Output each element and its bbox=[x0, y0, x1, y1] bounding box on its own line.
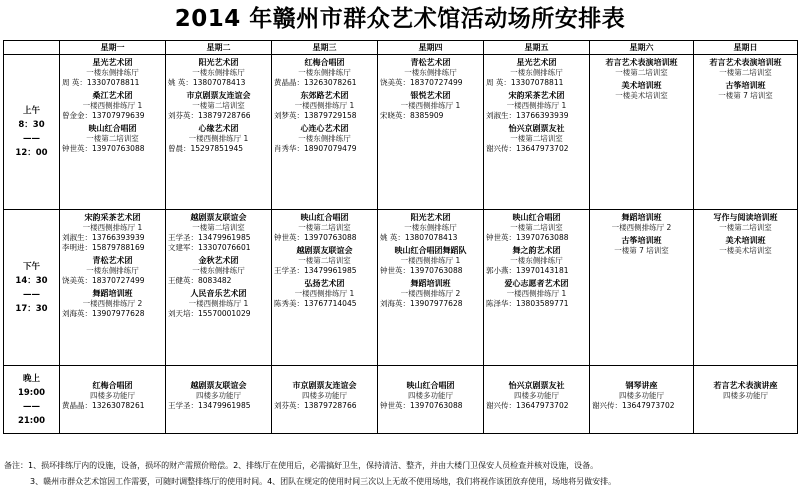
venue-location: 一楼西侧排练厅 1 bbox=[400, 101, 461, 110]
contact-info: 李明进：15879788169 bbox=[62, 243, 145, 252]
group-entry bbox=[168, 212, 269, 253]
contact-info: 王健英：8083482 bbox=[168, 276, 232, 285]
group-entry bbox=[62, 57, 163, 88]
group-entry bbox=[62, 90, 163, 121]
schedule-cell bbox=[484, 55, 590, 210]
schedule-cell bbox=[60, 210, 166, 366]
group-name: 映山红合唱团舞蹈队 bbox=[394, 246, 467, 255]
group-entry bbox=[274, 212, 375, 243]
day-header: 星期日 bbox=[694, 41, 798, 55]
group-name: 桑江艺术团 bbox=[92, 91, 133, 100]
group-name: 弘扬艺术团 bbox=[304, 279, 345, 288]
contact-info: 王学圣：13479961985 bbox=[168, 233, 251, 242]
day-header: 星期五 bbox=[484, 41, 590, 55]
venue-location: 一楼东侧排练厅 bbox=[86, 68, 139, 77]
group-entry bbox=[486, 123, 587, 154]
contact-info: 姚 英：13807078413 bbox=[168, 78, 246, 87]
period-row bbox=[4, 210, 798, 366]
group-name: 红梅合唱团 bbox=[92, 381, 133, 390]
venue-location: 一楼东侧排练厅 bbox=[510, 256, 563, 265]
group-name: 市京剧票友连谊会 bbox=[186, 91, 251, 100]
contact-info: 钟世英：13970763088 bbox=[274, 233, 357, 242]
time-line: 17：30 bbox=[15, 303, 48, 314]
contact-info: 王学圣：13479961985 bbox=[168, 401, 251, 410]
contact-info: 谢兴传：13647973702 bbox=[486, 144, 569, 153]
group-entry bbox=[380, 380, 481, 411]
group-name: 写作与阅读培训班 bbox=[713, 213, 778, 222]
group-entry bbox=[274, 245, 375, 276]
day-header: 星期四 bbox=[378, 41, 484, 55]
time-line: 下午 bbox=[22, 261, 40, 272]
group-entry bbox=[274, 90, 375, 121]
venue-location: 一楼东侧排练厅 bbox=[298, 134, 351, 143]
venue-location: 一楼西侧排练厅 1 bbox=[506, 289, 567, 298]
day-header: 星期二 bbox=[166, 41, 272, 55]
group-name: 星光艺术团 bbox=[516, 58, 557, 67]
group-entry bbox=[380, 245, 481, 276]
schedule-cell bbox=[60, 55, 166, 210]
contact-info: 肖秀华：18907079479 bbox=[274, 144, 357, 153]
contact-info: 刘天培：15570001029 bbox=[168, 309, 251, 318]
group-entry bbox=[168, 90, 269, 121]
group-name: 青松艺术团 bbox=[92, 256, 133, 265]
group-entry bbox=[274, 278, 375, 309]
group-entry bbox=[592, 380, 691, 411]
group-entry bbox=[274, 57, 375, 88]
time-line: 8：30 bbox=[18, 120, 45, 130]
group-name: 若言艺术表演培训班 bbox=[605, 58, 678, 67]
group-entry bbox=[696, 380, 795, 401]
contact-info: 刘芬英：13879728766 bbox=[274, 401, 357, 410]
venue-location: 一楼第二培训室 bbox=[510, 223, 563, 232]
venue-location: 一楼西侧排练厅 1 bbox=[82, 101, 143, 110]
group-name: 金秋艺术团 bbox=[198, 256, 239, 265]
group-entry bbox=[486, 90, 587, 121]
contact-info: 周 英：13307078811 bbox=[486, 78, 564, 87]
group-entry bbox=[592, 235, 691, 256]
group-name: 东郊路艺术团 bbox=[300, 91, 349, 100]
venue-location: 一楼西侧排练厅 2 bbox=[400, 289, 461, 298]
group-entry bbox=[486, 245, 587, 276]
contact-info: 陈秀美：13767714045 bbox=[274, 299, 357, 308]
time-cell bbox=[4, 210, 60, 366]
schedule-cell bbox=[590, 366, 694, 434]
group-name: 宋韵采茶艺术团 bbox=[84, 213, 141, 222]
group-entry bbox=[168, 288, 269, 319]
group-name: 青松艺术团 bbox=[410, 58, 451, 67]
venue-location: 一楼第二培训室 bbox=[192, 223, 245, 232]
schedule-cell bbox=[378, 366, 484, 434]
group-entry bbox=[380, 57, 481, 88]
group-entry bbox=[62, 212, 163, 253]
group-name: 古筝培训班 bbox=[725, 81, 766, 90]
group-name: 若言艺术表演培训班 bbox=[709, 58, 782, 67]
venue-location: 一楼西侧排练厅 2 bbox=[82, 299, 143, 308]
time-cell bbox=[4, 55, 60, 210]
contact-info: 陈泽华：13803589771 bbox=[486, 299, 569, 308]
contact-info: 钟世英：13970763088 bbox=[380, 266, 463, 275]
venue-location: 一楼东侧排练厅 bbox=[192, 266, 245, 275]
venue-location: 一楼东侧排练厅 bbox=[404, 223, 457, 232]
group-name: 舞之韵艺术团 bbox=[512, 246, 561, 255]
venue-location: 一楼第 7 培训室 bbox=[718, 91, 773, 100]
note-line-1: 备注：1、损坏排练厅内的设施，设备，损坏的财产需照价赔偿。2、排练厅在使用后，必需搞好卫生，保持清洁、整齐，并由大楼门卫保安人员检查并核对设施，设备。 bbox=[4, 461, 599, 470]
time-line: —— bbox=[23, 289, 40, 300]
venue-location: 一楼第 7 培训室 bbox=[614, 246, 669, 255]
venue-location: 一楼东侧排练厅 bbox=[298, 68, 351, 77]
group-entry bbox=[592, 80, 691, 101]
contact-info: 姚 英：13807078413 bbox=[380, 233, 458, 242]
group-name: 人民音乐艺术团 bbox=[190, 289, 247, 298]
venue-location: 一楼西侧排练厅 1 bbox=[506, 101, 567, 110]
contact-info: 文建军：13307076601 bbox=[168, 243, 251, 252]
contact-info: 钟世英：13970763088 bbox=[62, 144, 145, 153]
contact-info: 钟世英：13970763088 bbox=[486, 233, 569, 242]
venue-location: 一楼第二培训室 bbox=[192, 101, 245, 110]
contact-info: 谢兴传：13647973702 bbox=[592, 401, 675, 410]
group-name: 银悦艺术团 bbox=[410, 91, 451, 100]
group-entry bbox=[592, 212, 691, 233]
note-line-2: 3、赣州市群众艺术馆因工作需要，可随时调整排练厅的使用时间。4、团队在规定的使用时间三次以上无故不使用场地，我们将视作该团放弃使用，场地将另做安排。 bbox=[30, 477, 617, 486]
time-line: —— bbox=[23, 401, 40, 412]
venue-location: 一楼东侧排练厅 bbox=[86, 266, 139, 275]
group-entry bbox=[274, 123, 375, 154]
venue-location: 一楼东侧排练厅 bbox=[404, 68, 457, 77]
contact-info: 刘芬英：13879728766 bbox=[168, 111, 251, 120]
venue-location: 一楼西侧排练厅 1 bbox=[82, 223, 143, 232]
schedule-cell bbox=[272, 366, 378, 434]
schedule-cell bbox=[378, 210, 484, 366]
period-row bbox=[4, 55, 798, 210]
schedule-cell bbox=[60, 366, 166, 434]
schedule-cell bbox=[272, 55, 378, 210]
contact-info: 郭小燕：13970143181 bbox=[486, 266, 569, 275]
group-name: 舞蹈培训班 bbox=[621, 213, 662, 222]
group-name: 古筝培训班 bbox=[621, 236, 662, 245]
schedule-cell bbox=[166, 55, 272, 210]
group-name: 红梅合唱团 bbox=[304, 58, 345, 67]
venue-location: 一楼西侧排练厅 1 bbox=[400, 256, 461, 265]
venue-location: 一楼第二培训室 bbox=[298, 256, 351, 265]
schedule-cell bbox=[166, 366, 272, 434]
contact-info: 王学圣：13479961985 bbox=[274, 266, 357, 275]
group-entry bbox=[168, 380, 269, 411]
group-name: 心缘艺术团 bbox=[198, 124, 239, 133]
contact-info: 刘海英：13907977628 bbox=[380, 299, 463, 308]
group-entry bbox=[486, 380, 587, 411]
group-name: 越剧票友联谊会 bbox=[296, 246, 353, 255]
page-title: 2014 年赣州市群众艺术馆活动场所安排表 bbox=[174, 6, 626, 32]
group-name: 越剧票友联谊会 bbox=[190, 381, 247, 390]
venue-location: 一楼西侧排练厅 2 bbox=[611, 223, 672, 232]
group-name: 怡兴京剧票友社 bbox=[508, 124, 565, 133]
contact-info: 饶美英：18370727499 bbox=[62, 276, 145, 285]
venue-location: 一楼第二培训室 bbox=[719, 68, 772, 77]
group-name: 舞蹈培训班 bbox=[92, 289, 133, 298]
group-name: 映山红合唱团 bbox=[406, 381, 455, 390]
group-entry bbox=[380, 212, 481, 243]
venue-location: 一楼美术培训室 bbox=[615, 91, 668, 100]
header-row bbox=[4, 41, 798, 55]
group-name: 钢琴讲座 bbox=[625, 381, 658, 390]
corner-cell bbox=[4, 41, 60, 55]
group-entry bbox=[696, 57, 795, 78]
schedule-cell bbox=[694, 55, 798, 210]
contact-info: 曾晨：15297851945 bbox=[168, 144, 243, 153]
venue-location: 一楼第二培训室 bbox=[615, 68, 668, 77]
time-line: 14：30 bbox=[15, 275, 48, 286]
venue-location: 一楼第二培训室 bbox=[86, 134, 139, 143]
venue-location: 一楼第二培训室 bbox=[510, 134, 563, 143]
group-name: 爱心志愿者艺术团 bbox=[504, 279, 569, 288]
group-entry bbox=[486, 57, 587, 88]
group-entry bbox=[696, 80, 795, 101]
venue-location: 一楼美术培训室 bbox=[719, 246, 772, 255]
venue-location: 一楼东侧排练厅 bbox=[510, 68, 563, 77]
contact-info: 周 英：13307078811 bbox=[62, 78, 140, 87]
group-entry bbox=[168, 255, 269, 286]
venue-location: 一楼西侧排练厅 1 bbox=[294, 101, 355, 110]
group-name: 若言艺术表演讲座 bbox=[713, 381, 778, 390]
contact-info: 钟世英：13970763088 bbox=[380, 401, 463, 410]
time-line: 12：00 bbox=[15, 148, 48, 158]
schedule-cell bbox=[484, 366, 590, 434]
contact-info: 刘梦英：13879729158 bbox=[274, 111, 357, 120]
time-cell bbox=[4, 366, 60, 434]
day-header: 星期一 bbox=[60, 41, 166, 55]
group-name: 映山红合唱团 bbox=[512, 213, 561, 222]
time-line: 上午 bbox=[22, 106, 40, 116]
group-name: 星光艺术团 bbox=[92, 58, 133, 67]
schedule-cell bbox=[590, 55, 694, 210]
group-entry bbox=[62, 380, 163, 411]
group-entry bbox=[486, 212, 587, 243]
group-entry bbox=[62, 255, 163, 286]
group-name: 市京剧票友连谊会 bbox=[292, 381, 357, 390]
time-line: 19:00 bbox=[17, 387, 46, 398]
time-line: 21:00 bbox=[17, 415, 46, 426]
venue-location: 一楼西侧排练厅 1 bbox=[294, 289, 355, 298]
schedule-cell bbox=[694, 210, 798, 366]
time-line: 晚上 bbox=[22, 373, 40, 384]
schedule-cell bbox=[378, 55, 484, 210]
group-entry bbox=[62, 288, 163, 319]
group-entry bbox=[696, 235, 795, 256]
group-name: 美术培训班 bbox=[621, 81, 662, 90]
time-line: —— bbox=[23, 134, 40, 144]
contact-info: 黄晶晶：13263078261 bbox=[62, 401, 145, 410]
schedule-cell bbox=[272, 210, 378, 366]
period-row bbox=[4, 366, 798, 434]
group-entry bbox=[380, 90, 481, 121]
contact-info: 黄晶晶：13263078261 bbox=[274, 78, 357, 87]
group-name: 宋韵采茶艺术团 bbox=[508, 91, 565, 100]
schedule-cell bbox=[590, 210, 694, 366]
venue-location: 四楼多功能厅 bbox=[302, 391, 347, 400]
group-name: 美术培训班 bbox=[725, 236, 766, 245]
group-entry bbox=[62, 123, 163, 154]
notes bbox=[4, 458, 798, 490]
group-entry bbox=[380, 278, 481, 309]
contact-info: 曾金金：13707979639 bbox=[62, 111, 145, 120]
day-header: 星期三 bbox=[272, 41, 378, 55]
venue-location: 一楼东侧排练厅 bbox=[192, 68, 245, 77]
group-entry bbox=[486, 278, 587, 309]
venue-location: 一楼西侧排练厅 1 bbox=[188, 299, 249, 308]
group-name: 舞蹈培训班 bbox=[410, 279, 451, 288]
contact-info: 刘海英：13907977628 bbox=[62, 309, 145, 318]
venue-location: 四楼多功能厅 bbox=[90, 391, 135, 400]
schedule-cell bbox=[484, 210, 590, 366]
venue-location: 一楼第二培训室 bbox=[719, 223, 772, 232]
group-entry bbox=[592, 57, 691, 78]
venue-location: 四楼多功能厅 bbox=[408, 391, 453, 400]
venue-location: 一楼第二培训室 bbox=[298, 223, 351, 232]
schedule-cell bbox=[166, 210, 272, 366]
contact-info: 饶美英：18370727499 bbox=[380, 78, 463, 87]
venue-location: 一楼西侧排练厅 1 bbox=[188, 134, 249, 143]
group-entry bbox=[168, 123, 269, 154]
group-name: 怡兴京剧票友社 bbox=[508, 381, 565, 390]
day-header: 星期六 bbox=[590, 41, 694, 55]
group-entry bbox=[696, 212, 795, 233]
schedule-cell bbox=[694, 366, 798, 434]
group-name: 越剧票友联谊会 bbox=[190, 213, 247, 222]
contact-info: 刘淑生：13766393939 bbox=[486, 111, 569, 120]
venue-location: 四楼多功能厅 bbox=[619, 391, 664, 400]
group-entry bbox=[274, 380, 375, 411]
group-name: 映山红合唱团 bbox=[88, 124, 137, 133]
group-name: 阳光艺术团 bbox=[198, 58, 239, 67]
group-entry bbox=[168, 57, 269, 88]
group-name: 阳光艺术团 bbox=[410, 213, 451, 222]
contact-info: 谢兴传：13647973702 bbox=[486, 401, 569, 410]
venue-location: 四楼多功能厅 bbox=[723, 391, 768, 400]
venue-location: 四楼多功能厅 bbox=[514, 391, 559, 400]
group-name: 映山红合唱团 bbox=[300, 213, 349, 222]
contact-info: 刘淑生：13766393939 bbox=[62, 233, 145, 242]
group-name: 心连心艺术团 bbox=[300, 124, 349, 133]
venue-location: 四楼多功能厅 bbox=[196, 391, 241, 400]
schedule-table bbox=[3, 40, 798, 434]
contact-info: 宋晓英：8385909 bbox=[380, 111, 444, 120]
